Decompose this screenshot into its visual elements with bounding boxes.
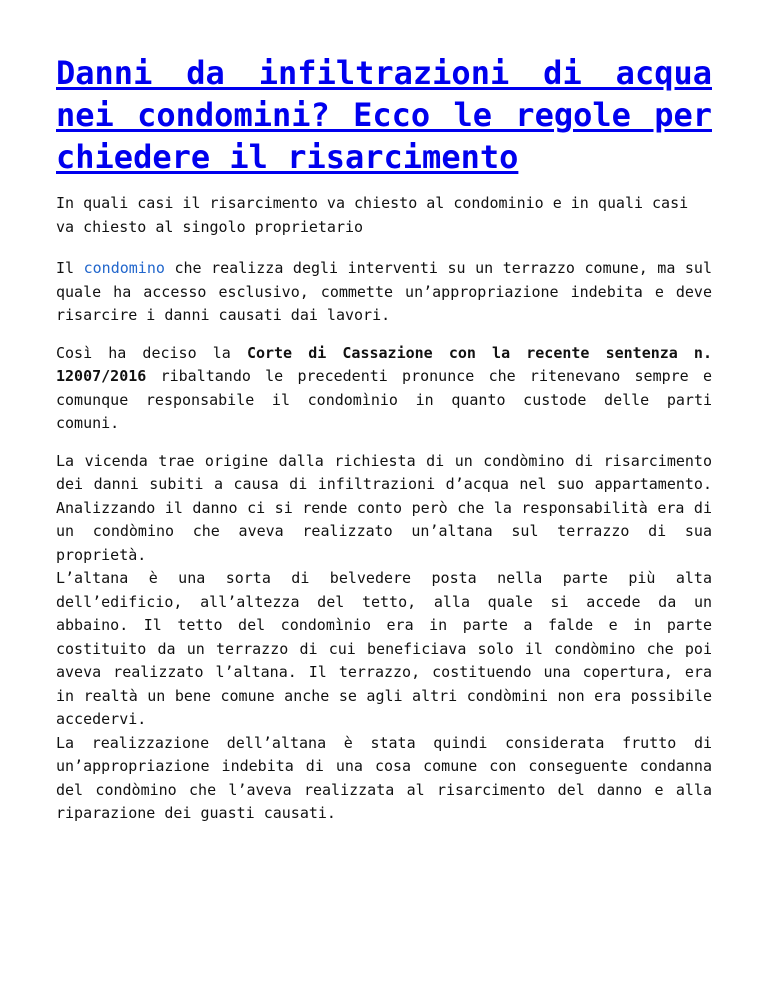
paragraph-3 [56,450,712,826]
paragraph-2-text-start: Così ha deciso la [56,343,247,362]
paragraph-3-line-1: La vicenda trae origine dalla richiesta di un condòmino di risarcimento dei danni subiti a causa di infiltrazioni d’acqua nel suo appartamento. Analizzando il danno ci si rende conto però che la responsabilità era di un condòmino che aveva realizzato un’altana sul terrazzo di sua proprietà. [56,451,712,564]
paragraph-2-text-end: ribaltando le precedenti pronunce che ritenevano sempre e comunque responsabile il condomìnio in quanto custode delle parti comuni. [56,367,712,432]
article-subtitle: In quali casi il risarcimento va chiesto al condominio e in quali casi va chiesto al singolo proprietario [56,194,689,236]
paragraph-3-line-3: La realizzazione dell’altana è stata quindi considerata frutto di un’appropriazione indebita di una cosa comune con conseguente condanna del condòmino che l’aveva realizzata al risarcimento del danno e alla riparazione dei guasti causati. [56,733,712,822]
paragraph-2 [56,342,712,436]
paragraph-1 [56,257,712,328]
condomino-link[interactable]: condomino [83,259,165,277]
paragraph-1-text-end: che realizza degli interventi su un terrazzo comune, ma sul quale ha accesso esclusivo, commette un’appropriazione indebita e deve risarcire i danni causati dai lavori. [56,259,712,324]
page-title [56,52,712,178]
paragraph-2-bold-text: Corte di Cassazione con la recente sentenza n. 12007/2016 [56,343,712,385]
paragraph-3-line-2: L’altana è una sorta di belvedere posta nella parte più alta dell’edificio, all’altezza del tetto, alla quale si accede da un abbaino. Il tetto del condomìnio era in parte a falde e in parte costituito da un terrazzo di cui beneficiava solo il condòmino che poi aveva realizzato l’altana. Il terrazzo, costituendo una copertura, era in realtà un bene comune anche se agli altri condòmini non era possibile accedervi. [56,569,712,728]
paragraph-1-text-start: Il [56,259,84,277]
title-link[interactable]: Danni da infiltrazioni di acqua nei condomini? Ecco le regole per chiedere il risarcimento [56,54,712,176]
